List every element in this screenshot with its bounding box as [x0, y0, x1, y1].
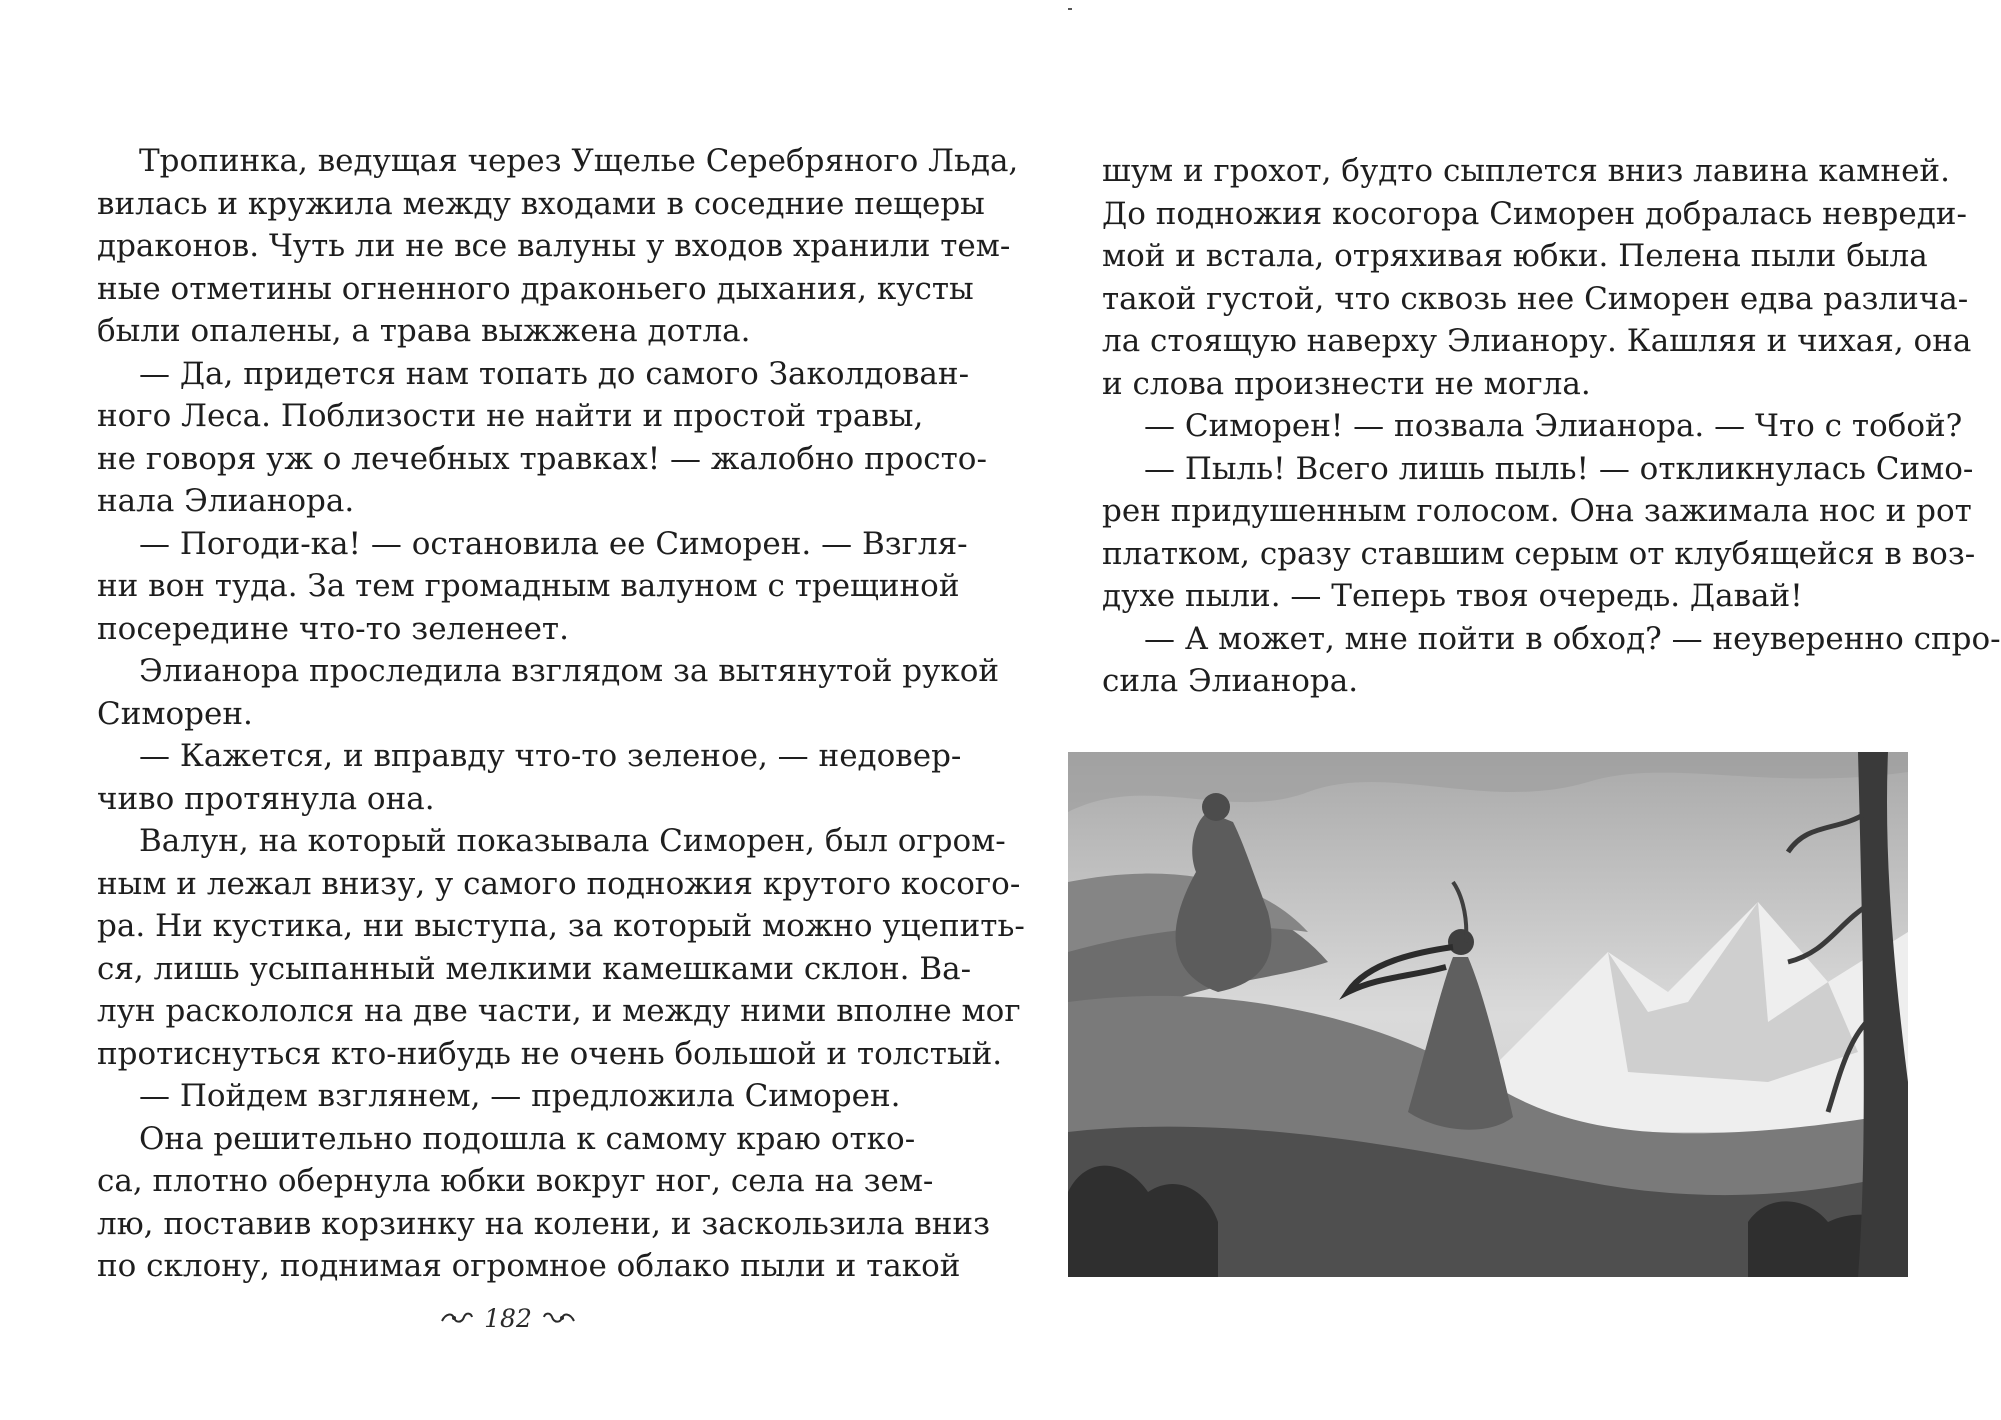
figure-cimorene-head — [1448, 929, 1474, 955]
text-line: До подножия косогора Симорен добралась невреди- — [1102, 195, 1967, 232]
text-line: и слова произнести не могла. — [1102, 365, 1591, 402]
text-line: лун раскололся на две части, и между ними вполне мог — [97, 993, 1021, 1029]
text-line: драконов. Чуть ли не все валуны у входов хранили тем- — [97, 228, 1011, 264]
text-line: посередине что-то зеленеет. — [97, 610, 569, 647]
text-line: — Да, придется нам топать до самого Заколдован- — [139, 355, 970, 392]
text-line: лю, поставив корзинку на колени, и заскользила вниз — [97, 1205, 990, 1242]
text-line: сила Элианора. — [1102, 663, 1359, 699]
text-line: Валун, на который показывала Симорен, был огром- — [139, 823, 1006, 859]
right-page — [1000, 0, 2000, 1420]
text-line: чиво протянула она. — [97, 780, 435, 817]
text-line: вилась и кружила между входами в соседние пещеры — [97, 185, 985, 222]
text-line: Элианора проследила взглядом за вытянутой рукой — [139, 653, 1000, 689]
text-line: ра. Ни кустика, ни выступа, за который можно уцепить- — [97, 908, 1025, 944]
text-line: мой и встала, отряхивая юбки. Пелена пыли была — [1102, 238, 1928, 274]
text-line: Симорен. — [97, 695, 253, 732]
text-line: протиснуться кто-нибудь не очень большой и толстый. — [97, 1035, 1003, 1072]
text-line: са, плотно обернула юбки вокруг ног, села на зем- — [97, 1163, 934, 1199]
figure-elianora-head — [1202, 793, 1230, 821]
text-line: ным и лежал внизу, у самого подножия крутого косого- — [97, 865, 1021, 902]
text-line: по склону, поднимая огромное облако пыли и такой — [97, 1248, 961, 1284]
text-line: — Пыль! Всего лишь пыль! — откликнулась Симо- — [1144, 450, 1974, 487]
text-line: — Пойдем взглянем, — предложила Симорен. — [139, 1078, 901, 1114]
text-line: — А может, мне пойти в обход? — неуверенно спро- — [1144, 620, 2001, 657]
illustration-scene — [1068, 752, 1908, 1277]
text-line: ла стоящую наверху Элианору. Кашляя и чихая, она — [1102, 323, 1972, 359]
left-ornament-icon — [440, 1309, 474, 1327]
text-line: нала Элианора. — [97, 483, 355, 519]
text-line: такой густой, что сквозь нее Симорен едва различа- — [1102, 280, 1969, 317]
text-line: — Погоди-ка! — остановила ее Симорен. — Взгля- — [139, 525, 968, 562]
text-line: ного Леса. Поблизости не найти и простой травы, — [97, 398, 924, 434]
page-number — [438, 1298, 578, 1338]
right-page-text — [1102, 150, 2001, 703]
text-line: — Симорен! — позвала Элианора. — Что с тобой? — [1144, 408, 1963, 444]
text-line: платком, сразу ставшим серым от клубящейся в воз- — [1102, 535, 1976, 572]
text-line: ные отметины огненного драконьего дыхания, кусты — [97, 270, 974, 307]
right-ornament-icon — [542, 1309, 576, 1327]
text-line: ни вон туда. За тем громадным валуном с трещиной — [97, 568, 960, 604]
text-line: не говоря уж о лечебных травках! — жалобно просто- — [97, 440, 987, 477]
text-line: Тропинка, ведущая через Ущелье Серебряного Льда, — [139, 143, 1019, 179]
page-number-text: 182 — [484, 1303, 532, 1333]
text-line: Она решительно подошла к самому краю отко- — [139, 1120, 916, 1157]
text-line: — Кажется, и вправду что-то зеленое, — недовер- — [139, 738, 962, 774]
text-line: рен придушенным голосом. Она зажимала нос и рот — [1102, 493, 1972, 529]
text-line: были опалены, а трава выжжена дотла. — [97, 313, 751, 349]
text-line: шум и грохот, будто сыплется вниз лавина камней. — [1102, 153, 1950, 189]
text-line: духе пыли. — Теперь твоя очередь. Давай! — [1102, 578, 1803, 614]
text-line: ся, лишь усыпанный мелкими камешками склон. Ва- — [97, 950, 972, 987]
left-page-text — [97, 140, 1025, 1288]
chapter-illustration — [1068, 752, 1908, 1277]
